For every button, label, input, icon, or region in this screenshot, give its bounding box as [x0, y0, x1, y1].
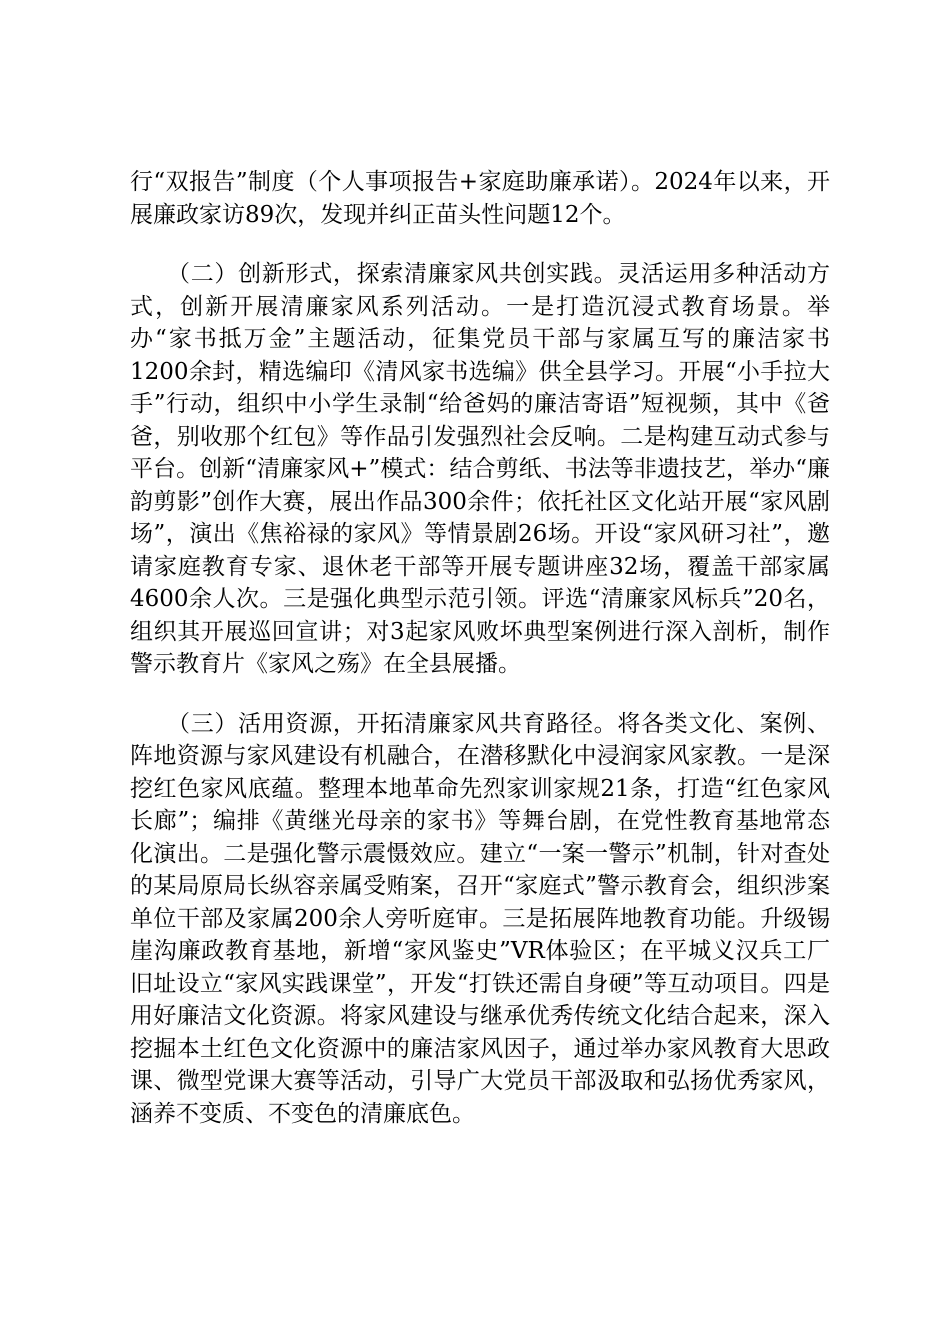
paragraph-section-three: （三）活用资源，开拓清廉家风共育路径。将各类文化、案例、阵地资源与家风建设有机融合，在潜移默化中浸润家风家教。一是深挖红色家风底蕴。整理本地革命先烈家训家规21条，打造“红色家风长廊”；编排《黄继光母亲的家书》等舞台剧，在党性教育基地常态化演出。二是强化警示震慑效应。建立“一案一警示”机制，针对查处的某局原局长纵容亲属受贿案，召开“家庭式”警示教育会，组织涉案单位干部及家属200余人旁听庭审。三是拓展阵地教育功能。升级锡崖沟廉政教育基地，新增“家风鉴史”VR体验区；在平城义汉兵工厂旧址设立“家风实践课堂”，开发“打铁还需自身硬”等互动项目。四是用好廉洁文化资源。将家风建设与继承优秀传统文化结合起来，深入挖掘本土红色文化资源中的廉洁家风因子，通过举办家风教育大思政课、微型党课大赛等活动，引导广大党员干部汲取和弘扬优秀家风，涵养不变质、不变色的清廉底色。 — [130, 710, 830, 1127]
paragraph-section-two: （二）创新形式，探索清廉家风共创实践。灵活运用多种活动方式，创新开展清廉家风系列活动。一是打造沉浸式教育场景。举办“家书抵万金”主题活动，征集党员干部与家属互写的廉洁家书1200余封，精选编印《清风家书选编》供全县学习。开展“小手拉大手”行动，组织中小学生录制“给爸妈的廉洁寄语”短视频，其中《爸爸，别收那个红包》等作品引发强烈社会反响。二是构建互动式参与平台。创新“清廉家风+”模式：结合剪纸、书法等非遗技艺，举办“廉韵剪影”创作大赛，展出作品300余件；依托社区文化站开展“家风剧场”，演出《焦裕禄的家风》等情景剧26场。开设“家风研习社”，邀请家庭教育专家、退休老干部等开展专题讲座32场，覆盖干部家属4600余人次。三是强化典型示范引领。评选“清廉家风标兵”20名，组织其开展巡回宣讲；对3起家风败坏典型案例进行深入剖析，制作警示教育片《家风之殇》在全县展播。 — [130, 261, 830, 677]
paragraph-continuation: 行“双报告”制度（个人事项报告+家庭助廉承诺）。2024年以来，开展廉政家访89次，发现并纠正苗头性问题12个。 — [130, 169, 830, 228]
document-body — [130, 166, 830, 1130]
